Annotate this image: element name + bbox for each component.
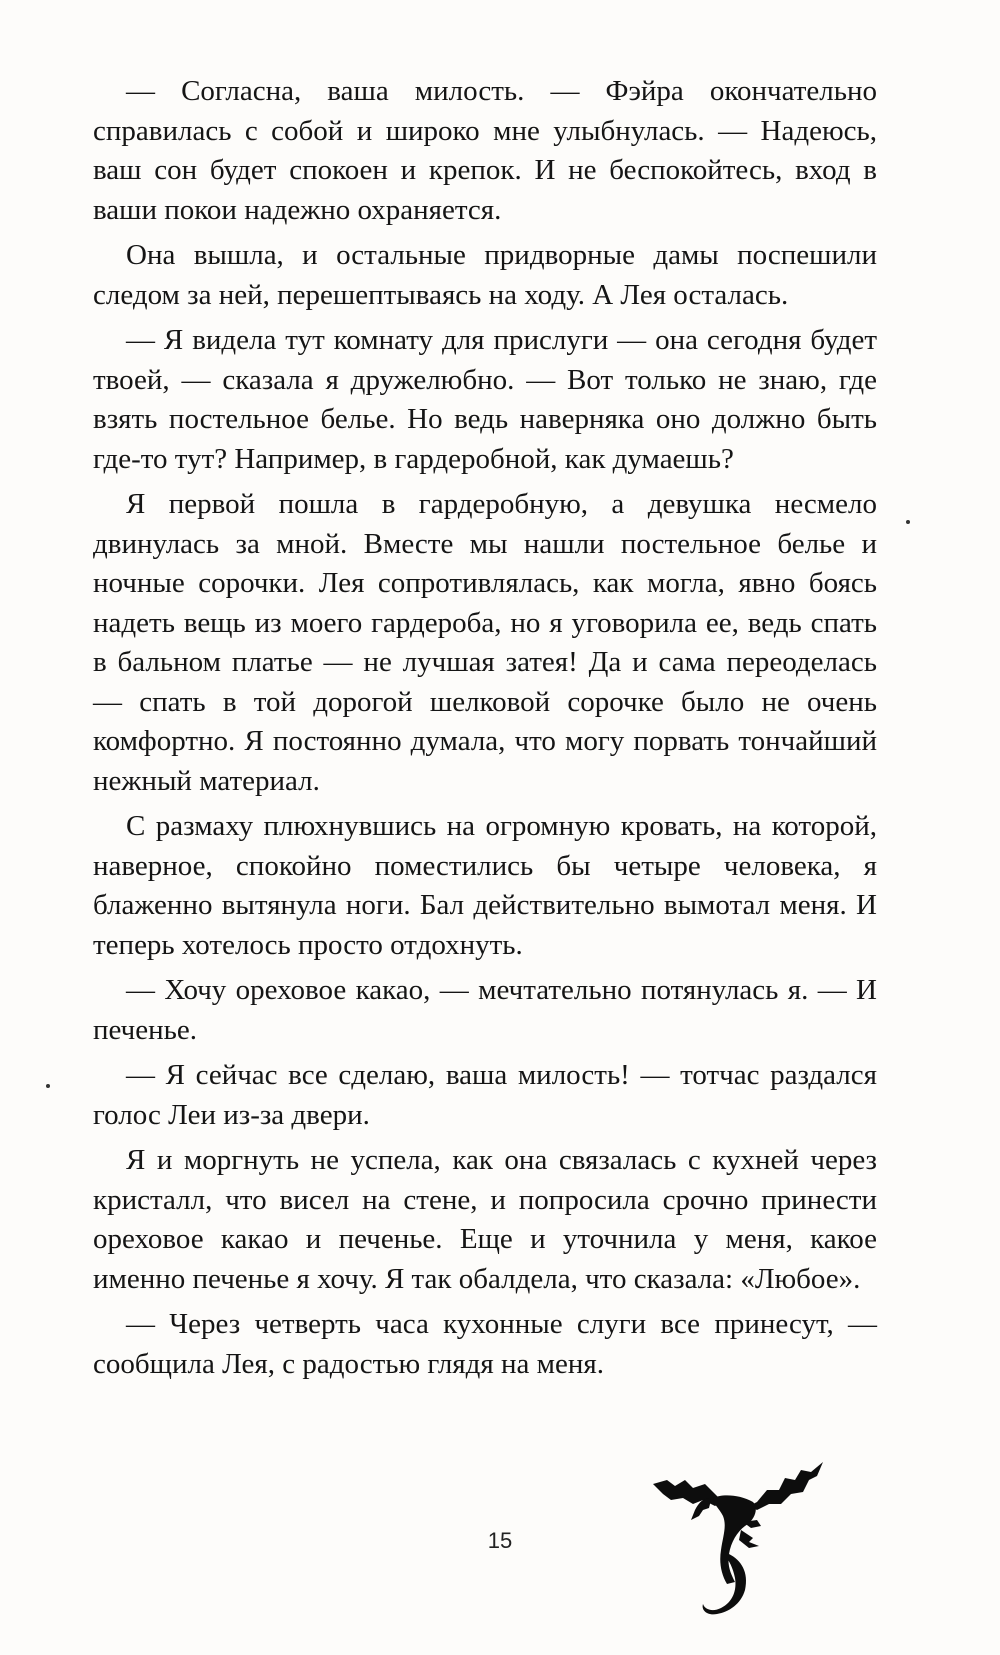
paragraph: Я и моргнуть не успела, как она связалась с кухней через кристалл, что висел на стене, и попросила срочно принести ореховое какао и печенье. Еще и уточнила у меня, какое именно печенье я хочу. Я так обалдела, что сказала: «Любое».	[93, 1144, 877, 1295]
dragon-silhouette-icon	[645, 1450, 830, 1635]
paragraph: Она вышла, и остальные придворные дамы поспешили следом за ней, перешептываясь на ходу. А Лея осталась.	[93, 239, 877, 311]
print-speck	[46, 1084, 50, 1088]
paragraph: — Хочу ореховое какао, — мечтательно потянулась я. — И печенье.	[93, 974, 877, 1046]
body-text	[93, 72, 877, 1390]
print-speck	[906, 520, 910, 524]
paragraph: С размаху плюхнувшись на огромную кровать, на которой, наверное, спокойно поместились бы четыре человека, я блаженно вытянула ноги. Бал действительно вымотал меня. И теперь хотелось просто отдохнуть.	[93, 810, 877, 961]
paragraph: — Согласна, ваша милость. — Фэйра окончательно справилась с собой и широко мне улыбнулась. — Надеюсь, ваш сон будет спокоен и крепок. И не беспокойтесь, вход в ваши покои надежно охраняется.	[93, 75, 877, 226]
paragraph: — Через четверть часа кухонные слуги все принесут, — сообщила Лея, с радостью глядя на меня.	[93, 1308, 877, 1380]
page-number: 15	[487, 1528, 513, 1553]
paragraph: — Я сейчас все сделаю, ваша милость! — тотчас раздался голос Леи из-за двери.	[93, 1059, 877, 1131]
paragraph: Я первой пошла в гардеробную, а девушка несмело двинулась за мной. Вместе мы нашли постельное белье и ночные сорочки. Лея сопротивлялась, как могла, явно боясь надеть вещь из моего гардероба, но я уговорила ее, ведь спать в бальном платье — не лучшая затея! Да и сама переоделась — спать в той дорогой шелковой сорочке было не очень комфортно. Я постоянно думала, что могу порвать тончайший нежный материал.	[93, 488, 877, 797]
paragraph: — Я видела тут комнату для прислуги — она сегодня будет твоей, — сказала я дружелюбно. — Вот только не знаю, где взять постельное белье. Но ведь наверняка оно должно быть где-то тут? Например, в гардеробной, как думаешь?	[93, 324, 877, 475]
